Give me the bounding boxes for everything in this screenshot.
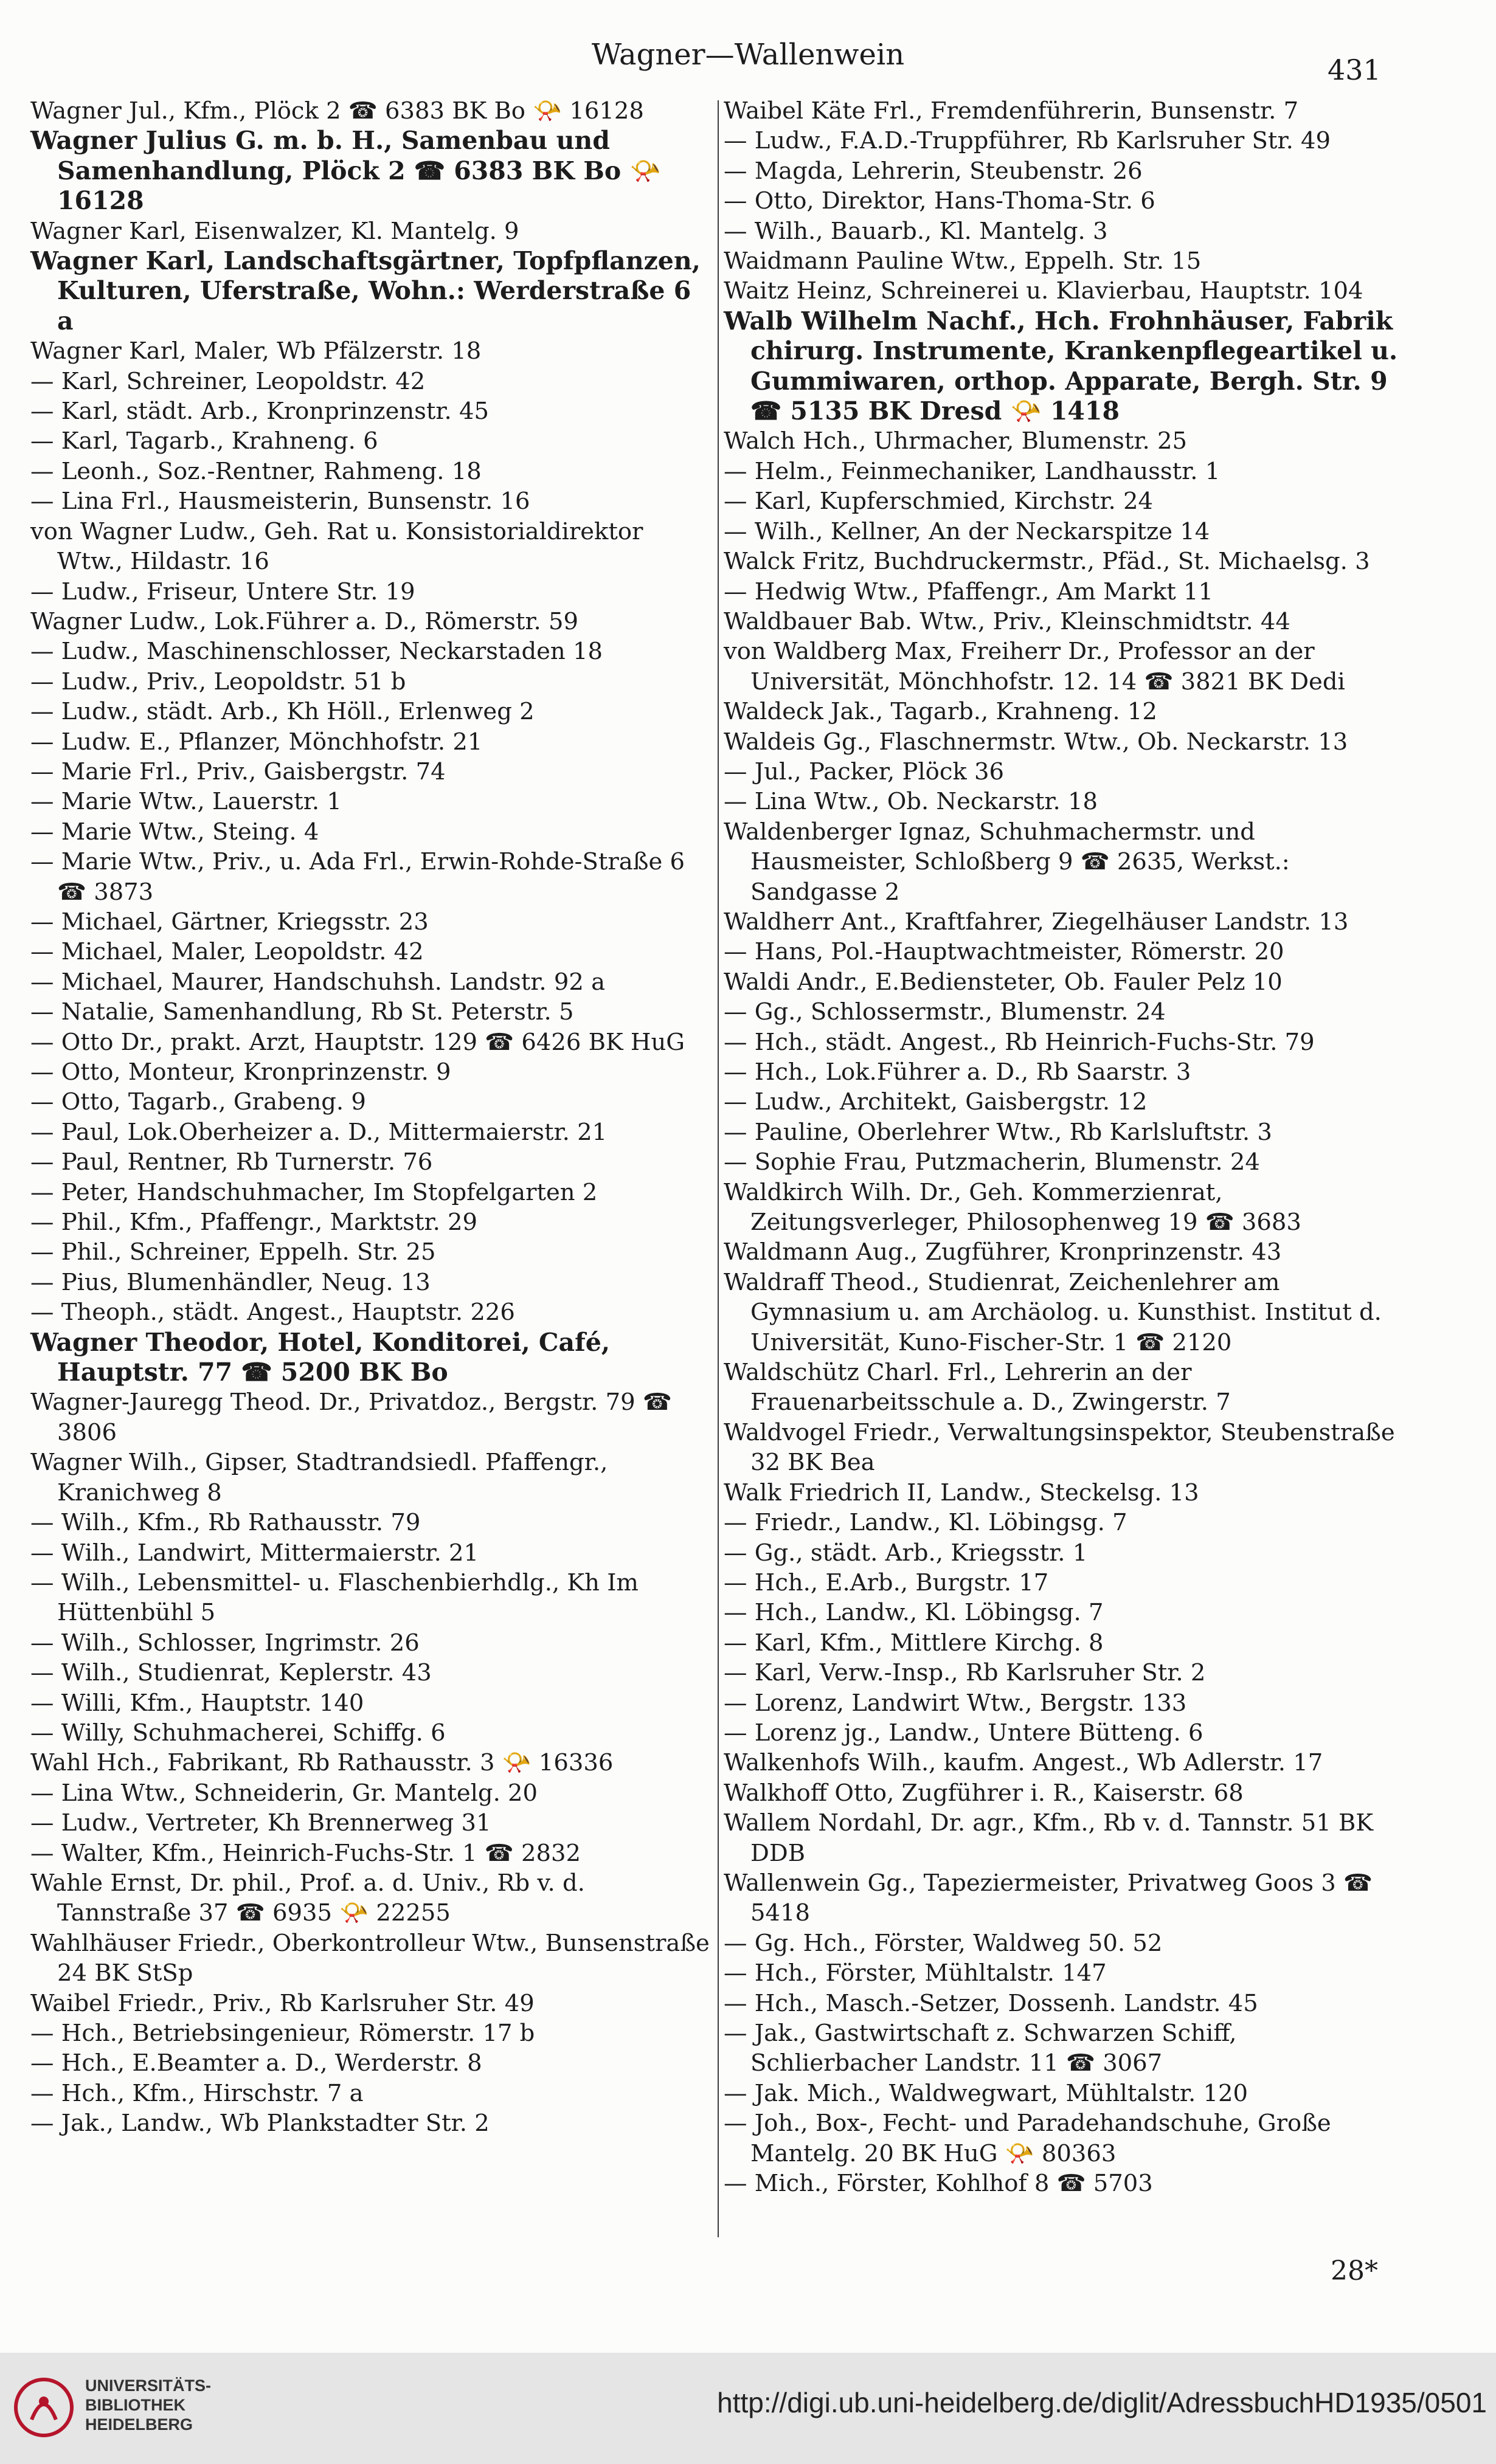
directory-entry: — Ludw., Maschinenschlosser, Neckarstaden 18	[30, 638, 603, 666]
directory-entry: Waitz Heinz, Schreinerei u. Klavierbau, Hauptstr. 104	[724, 277, 1363, 305]
directory-entry: — Lorenz, Landwirt Wtw., Bergstr. 133	[724, 1689, 1187, 1717]
directory-entry: Wagner Jul., Kfm., Plöck 2 ☎ 6383 BK Bo 📯 16128	[30, 97, 644, 125]
directory-entry: Wagner-Jauregg Theod. Dr., Privatdoz., Bergstr. 79 ☎ 3806	[30, 1389, 672, 1446]
directory-entry: Wagner Karl, Landschaftsgärtner, Topfpflanzen, Kulturen, Uferstraße, Wohn.: Werderstraße 6 a	[30, 246, 701, 336]
directory-entry: Wagner Karl, Maler, Wb Pfälzerstr. 18	[30, 337, 482, 365]
left-column	[30, 96, 715, 2139]
directory-entry: Waldmann Aug., Zugführer, Kronprinzenstr. 43	[724, 1238, 1282, 1266]
directory-entry: — Karl, städt. Arb., Kronprinzenstr. 45	[30, 398, 490, 426]
directory-entry: — Jak., Landw., Wb Plankstadter Str. 2	[30, 2110, 490, 2138]
directory-entry: Waldraff Theod., Studienrat, Zeichenlehrer am Gymnasium u. am Archäolog. u. Kunsthist. Institut d. Universität, Kuno-Fischer-Str. 1 ☎ 2120	[724, 1268, 1382, 1356]
directory-entry: — Michael, Maurer, Handschuhsh. Landstr. 92 a	[30, 968, 606, 996]
directory-entry: — Wilh., Schlosser, Ingrimstr. 26	[30, 1629, 420, 1657]
directory-entry: — Phil., Schreiner, Eppelh. Str. 25	[30, 1238, 436, 1266]
directory-entry: Walb Wilhelm Nachf., Hch. Frohnhäuser, Fabrik chirurg. Instrumente, Krankenpflegeartikel u. Gummiwaren, orthop. Apparate, Bergh. Str. 9 ☎ 5135 BK Dresd 📯 1418	[724, 306, 1398, 426]
directory-entry: — Gg. Hch., Förster, Waldweg 50. 52	[724, 1929, 1163, 1957]
directory-entry: — Hch., Förster, Mühltalstr. 147	[724, 1959, 1107, 1987]
directory-entry: — Jak., Gastwirtschaft z. Schwarzen Schiff, Schlierbacher Landstr. 11 ☎ 3067	[724, 2020, 1237, 2077]
directory-entry: — Otto Dr., prakt. Arzt, Hauptstr. 129 ☎ 6426 BK HuG	[30, 1028, 685, 1056]
directory-entry: — Phil., Kfm., Pfaffengr., Marktstr. 29	[30, 1209, 478, 1237]
directory-entry: — Ludw., F.A.D.-Truppführer, Rb Karlsruher Str. 49	[724, 127, 1331, 155]
directory-entry: von Wagner Ludw., Geh. Rat u. Konsistorialdirektor Wtw., Hildastr. 16	[30, 517, 643, 576]
directory-entry: — Wilh., Landwirt, Mittermaierstr. 21	[30, 1539, 479, 1567]
directory-entry: — Hch., E.Beamter a. D., Werderstr. 8	[30, 2049, 482, 2077]
directory-entry: Waldvogel Friedr., Verwaltungsinspektor, Steubenstraße 32 BK Bea	[724, 1418, 1395, 1477]
logo-line: HEIDELBERG	[85, 2415, 193, 2434]
directory-entry: — Ludw., städt. Arb., Kh Höll., Erlenweg 2	[30, 698, 535, 726]
directory-entry: Wahlhäuser Friedr., Oberkontrolleur Wtw., Bunsenstraße 24 BK StSp	[30, 1929, 710, 1987]
directory-entry: — Wilh., Studienrat, Keplerstr. 43	[30, 1659, 432, 1687]
directory-entry: — Hans, Pol.-Hauptwachtmeister, Römerstr. 20	[724, 938, 1284, 966]
directory-entry: — Marie Wtw., Lauerstr. 1	[30, 788, 342, 816]
directory-entry: — Leonh., Soz.-Rentner, Rahmeng. 18	[30, 457, 482, 485]
directory-entry: Waldeis Gg., Flaschnermstr. Wtw., Ob. Neckarstr. 13	[724, 728, 1348, 756]
directory-entry: — Hch., Betriebsingenieur, Römerstr. 17 b	[30, 2020, 535, 2047]
directory-entry: — Mich., Förster, Kohlhof 8 ☎ 5703	[724, 2170, 1153, 2198]
directory-entry: — Magda, Lehrerin, Steubenstr. 26	[724, 157, 1143, 185]
directory-entry: — Ludw., Friseur, Untere Str. 19	[30, 578, 415, 606]
directory-entry: — Karl, Kfm., Mittlere Kirchg. 8	[724, 1629, 1104, 1657]
directory-entry: Wahle Ernst, Dr. phil., Prof. a. d. Univ., Rb v. d. Tannstraße 37 ☎ 6935 📯 22255	[30, 1869, 585, 1927]
directory-entry: — Hch., E.Arb., Burgstr. 17	[724, 1568, 1049, 1596]
directory-entry: — Hch., Lok.Führer a. D., Rb Saarstr. 3	[724, 1058, 1191, 1086]
directory-entry: Walch Hch., Uhrmacher, Blumenstr. 25	[724, 427, 1187, 455]
directory-entry: — Willi, Kfm., Hauptstr. 140	[30, 1689, 364, 1717]
logo-line: BIBLIOTHEK	[85, 2396, 185, 2414]
directory-entry: — Otto, Monteur, Kronprinzenstr. 9	[30, 1058, 451, 1086]
directory-entry: — Michael, Gärtner, Kriegsstr. 23	[30, 908, 429, 936]
directory-entry: — Willy, Schuhmacherei, Schiffg. 6	[30, 1719, 446, 1747]
directory-entry: Walkhoff Otto, Zugführer i. R., Kaiserstr. 68	[724, 1779, 1244, 1807]
directory-entry: — Karl, Tagarb., Krahneng. 6	[30, 427, 378, 455]
directory-entry: — Otto, Direktor, Hans-Thoma-Str. 6	[724, 187, 1155, 215]
directory-entry: Waibel Friedr., Priv., Rb Karlsruher Str. 49	[30, 1989, 535, 2017]
directory-entry: — Natalie, Samenhandlung, Rb St. Peterstr. 5	[30, 998, 574, 1026]
directory-entry: — Theoph., städt. Angest., Hauptstr. 226	[30, 1299, 515, 1327]
university-seal-icon	[13, 2377, 74, 2438]
directory-entry: — Walter, Kfm., Heinrich-Fuchs-Str. 1 ☎ 2832	[30, 1839, 581, 1867]
directory-entry: — Otto, Tagarb., Grabeng. 9	[30, 1088, 366, 1116]
directory-entry: — Karl, Kupferschmied, Kirchstr. 24	[724, 488, 1153, 516]
directory-entry: Waldenberger Ignaz, Schuhmachermstr. und Hausmeister, Schloßberg 9 ☎ 2635, Werkst.: Sandgasse 2	[724, 818, 1290, 906]
directory-entry: — Ludw., Priv., Leopoldstr. 51 b	[30, 668, 406, 695]
directory-entry: — Wilh., Lebensmittel- u. Flaschenbierhdlg., Kh Im Hüttenbühl 5	[30, 1568, 639, 1627]
directory-entry: Waidmann Pauline Wtw., Eppelh. Str. 15	[724, 247, 1202, 275]
directory-entry: — Gg., städt. Arb., Kriegsstr. 1	[724, 1539, 1088, 1567]
directory-entry: — Pius, Blumenhändler, Neug. 13	[30, 1268, 431, 1296]
directory-entry: Waibel Käte Frl., Fremdenführerin, Bunsenstr. 7	[724, 97, 1299, 125]
directory-entry: Wagner Theodor, Hotel, Konditorei, Café, Hauptstr. 77 ☎ 5200 BK Bo	[30, 1327, 611, 1387]
directory-entry: — Peter, Handschuhmacher, Im Stopfelgarten 2	[30, 1178, 598, 1206]
directory-entry: — Sophie Frau, Putzmacherin, Blumenstr. 24	[724, 1148, 1260, 1176]
directory-entry: — Lina Wtw., Ob. Neckarstr. 18	[724, 788, 1098, 816]
directory-entry: — Michael, Maler, Leopoldstr. 42	[30, 938, 424, 966]
directory-entry: — Hedwig Wtw., Pfaffengr., Am Markt 11	[724, 578, 1213, 606]
directory-entry: Wallenwein Gg., Tapeziermeister, Privatweg Goos 3 ☎ 5418	[724, 1869, 1373, 1927]
library-logo-text	[85, 2376, 211, 2434]
signature-mark: 28*	[1331, 2255, 1378, 2286]
directory-entry: Walk Friedrich II, Landw., Steckelsg. 13	[724, 1479, 1199, 1506]
directory-entry: Wagner Wilh., Gipser, Stadtrandsiedl. Pfaffengr., Kranichweg 8	[30, 1449, 608, 1506]
directory-entry: — Lorenz jg., Landw., Untere Bütteng. 6	[724, 1719, 1203, 1747]
directory-entry: von Waldberg Max, Freiherr Dr., Professor an der Universität, Mönchhofstr. 12. 14 ☎ 3821 BK Dedi	[724, 638, 1345, 695]
column-divider	[718, 100, 719, 2237]
directory-entry: — Lina Wtw., Schneiderin, Gr. Mantelg. 20	[30, 1779, 538, 1807]
directory-entry: Walck Fritz, Buchdruckermstr., Pfäd., St. Michaelsg. 3	[724, 548, 1370, 576]
right-column	[724, 96, 1399, 2198]
directory-entry: — Gg., Schlossermstr., Blumenstr. 24	[724, 998, 1166, 1026]
directory-entry: Wagner Julius G. m. b. H., Samenbau und Samenhandlung, Plöck 2 ☎ 6383 BK Bo 📯 16128	[30, 126, 661, 216]
directory-entry: — Marie Frl., Priv., Gaisbergstr. 74	[30, 757, 446, 785]
directory-entry: — Karl, Verw.-Insp., Rb Karlsruher Str. 2	[724, 1659, 1206, 1687]
directory-entry: — Lina Frl., Hausmeisterin, Bunsenstr. 16	[30, 488, 530, 516]
directory-entry: — Hch., Masch.-Setzer, Dossenh. Landstr. 45	[724, 1989, 1258, 2017]
directory-entry: Waldschütz Charl. Frl., Lehrerin an der Frauenarbeitsschule a. D., Zwingerstr. 7	[724, 1359, 1231, 1417]
directory-entry: — Marie Wtw., Priv., u. Ada Frl., Erwin-Rohde-Straße 6 ☎ 3873	[30, 848, 685, 906]
source-url-link[interactable]: http://digi.ub.uni-heidelberg.de/diglit/AdressbuchHD1935/0501	[717, 2387, 1487, 2418]
directory-entry: Waldherr Ant., Kraftfahrer, Ziegelhäuser Landstr. 13	[724, 908, 1349, 936]
directory-entry: Wallem Nordahl, Dr. agr., Kfm., Rb v. d. Tannstr. 51 BK DDB	[724, 1809, 1374, 1867]
directory-entry: — Hch., städt. Angest., Rb Heinrich-Fuchs-Str. 79	[724, 1028, 1315, 1056]
page-number: 431	[1328, 53, 1381, 86]
logo-line: UNIVERSITÄTS-	[85, 2376, 212, 2395]
directory-entry: — Hch., Landw., Kl. Löbingsg. 7	[724, 1599, 1104, 1627]
directory-entry: Wahl Hch., Fabrikant, Rb Rathausstr. 3 📯 16336	[30, 1749, 614, 1777]
directory-entry: — Joh., Box-, Fecht- und Paradehandschuhe, Große Mantelg. 20 BK HuG 📯 80363	[724, 2110, 1331, 2167]
directory-entry: — Paul, Lok.Oberheizer a. D., Mittermaierstr. 21	[30, 1118, 608, 1146]
directory-entry: — Hch., Kfm., Hirschstr. 7 a	[30, 2079, 364, 2107]
directory-entry: Waldkirch Wilh. Dr., Geh. Kommerzienrat, Zeitungsverleger, Philosophenweg 19 ☎ 3683	[724, 1178, 1301, 1237]
directory-entry: — Ludw., Vertreter, Kh Brennerweg 31	[30, 1809, 491, 1837]
directory-entry: Wagner Ludw., Lok.Führer a. D., Römerstr. 59	[30, 607, 578, 635]
directory-entry: — Wilh., Kellner, An der Neckarspitze 14	[724, 517, 1210, 545]
directory-entry: Waldi Andr., E.Bediensteter, Ob. Fauler Pelz 10	[724, 968, 1283, 996]
directory-entry: Wagner Karl, Eisenwalzer, Kl. Mantelg. 9	[30, 217, 519, 245]
directory-entry: — Jul., Packer, Plöck 36	[724, 757, 1004, 785]
running-header-title: Wagner—Wallenwein	[591, 38, 905, 72]
directory-entry: — Ludw. E., Pflanzer, Mönchhofstr. 21	[30, 728, 483, 756]
directory-entry: — Wilh., Kfm., Rb Rathausstr. 79	[30, 1509, 421, 1537]
directory-entry: Walkenhofs Wilh., kaufm. Angest., Wb Adlerstr. 17	[724, 1749, 1323, 1777]
directory-entry: — Wilh., Bauarb., Kl. Mantelg. 3	[724, 217, 1108, 245]
directory-entry: Waldeck Jak., Tagarb., Krahneng. 12	[724, 698, 1157, 726]
directory-entry: — Friedr., Landw., Kl. Löbingsg. 7	[724, 1509, 1127, 1537]
directory-entry: — Helm., Feinmechaniker, Landhausstr. 1	[724, 457, 1221, 485]
directory-entry: Waldbauer Bab. Wtw., Priv., Kleinschmidtstr. 44	[724, 607, 1290, 635]
directory-entry: — Jak. Mich., Waldwegwart, Mühltalstr. 120	[724, 2079, 1248, 2107]
directory-entry: — Ludw., Architekt, Gaisbergstr. 12	[724, 1088, 1148, 1116]
directory-entry: — Marie Wtw., Steing. 4	[30, 818, 319, 846]
directory-entry: — Paul, Rentner, Rb Turnerstr. 76	[30, 1148, 433, 1176]
directory-entry: — Karl, Schreiner, Leopoldstr. 42	[30, 367, 426, 395]
directory-entry: — Pauline, Oberlehrer Wtw., Rb Karlsluftstr. 3	[724, 1118, 1272, 1146]
